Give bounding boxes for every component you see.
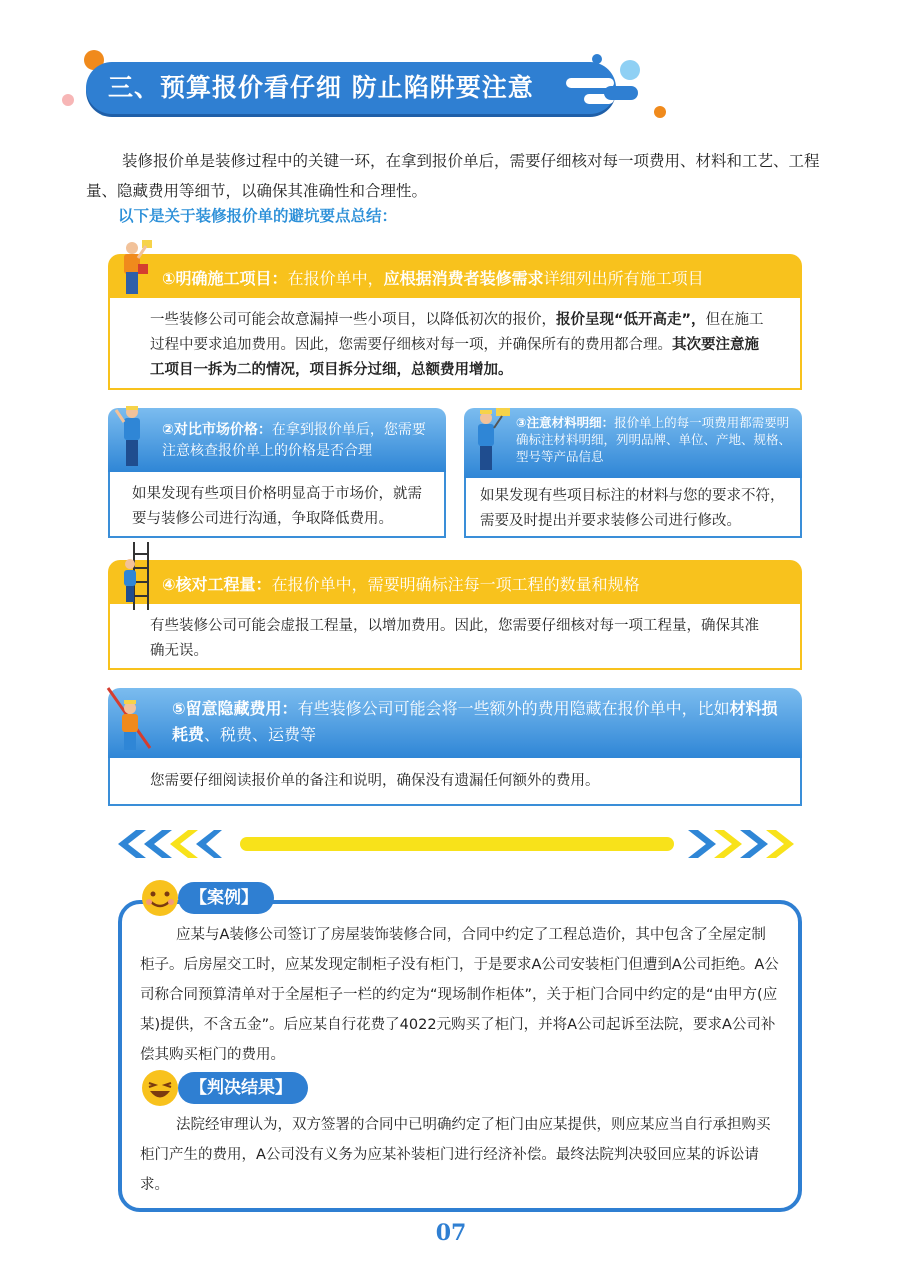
painter-worker-icon [112, 238, 156, 302]
item-2-body [108, 472, 446, 538]
painter-roller-icon [466, 404, 514, 474]
item-5-head-bold: 材料损耗费 [172, 699, 778, 744]
decor-dot [62, 94, 74, 106]
item-2-body-text: 如果发现有些项目价格明显高于市场价，就需要与装修公司进行沟通，争取降低费用。 [132, 486, 422, 527]
case-tag: 【案例】 [178, 882, 274, 914]
item-4-body [108, 604, 802, 670]
decor-dot [654, 106, 666, 118]
item-1-body-bold2: 其次要注意施工项目一拆为二的情况，项目拆分过细，总额费用增加。 [150, 337, 759, 378]
decor-dot [592, 54, 602, 64]
item-5-body [108, 758, 802, 806]
item-1-body [108, 298, 802, 390]
item-5-title: ⑤留意隐藏费用： [172, 699, 298, 718]
verdict-text: 法院经审理认为，双方签署的合同中已明确约定了柜门由应某提供，则应某应当自行承担购买柜门产生的费用，A公司没有义务为应某补装柜门进行经济补偿。最终法院判决驳回应某的诉讼请求。 [140, 1117, 771, 1193]
divider-bar [240, 837, 674, 851]
item-1-head-text: 在报价单中， [287, 269, 384, 288]
item-1-body-text: 一些装修公司可能会故意漏掉一些小项目，以降低初次的报价， [150, 312, 556, 328]
item-1-body-bold: 报价呈现“低开高走”， [556, 312, 706, 328]
item-5-head-text2: 、税费、运费等 [204, 725, 317, 744]
verdict-tag: 【判决结果】 [178, 1072, 308, 1104]
worker-icon [112, 400, 156, 472]
item-2-head-text: 在拿到报价单后，您需要注意核查报价单上的价格是否合理 [162, 422, 426, 459]
case-text: 应某与A装修公司签订了房屋装饰装修合同，合同中约定了工程总造价，其中包含了全屋定制柜子。后房屋交工时，应某发现定制柜子没有柜门，于是要求A公司安装柜门但遭到A公司拒绝。A公司称合同预算清单对于全屋柜子一栏的约定为“现场制作柜体”，关于柜门合同中约定的是“由甲方(应某)提供，不含五金”。后应某自行花费了4022元购买了柜门，并将A公司起诉至法院，要求A公司补偿其购买柜门的费用。 [140, 927, 779, 1063]
item-3-body [464, 478, 802, 538]
page-number: 07 [435, 1220, 467, 1246]
item-5-head-text: 有些装修公司可能会将一些额外的费用隐藏在报价单中，比如 [297, 699, 730, 718]
item-4-header [108, 560, 802, 604]
intro-paragraph: 装修报价单是装修过程中的关键一环，在拿到报价单后，需要仔细核对每一项费用、材料和工艺、工程量、隐藏费用等细节，以确保其准确性和合理性。 [86, 152, 820, 200]
item-2-header [108, 408, 446, 472]
item-4-title: ④核对工程量： [162, 575, 272, 594]
item-3-body-text: 如果发现有些项目标注的材料与您的要求不符，需要及时提出并要求装修公司进行修改。 [480, 488, 785, 529]
decor-pill [604, 86, 638, 100]
item-5-header [108, 688, 802, 758]
smile-emoji-icon [140, 878, 180, 918]
item-2-title: ②对比市场价格： [162, 422, 272, 438]
item-3-header [464, 408, 802, 478]
item-3-title: ③注意材料明细： [516, 415, 615, 430]
item-3-head-text: 报价单上的每一项费用都需要明确标注材料明细，列明品牌、单位、产地、规格、型号等产品信息 [516, 415, 792, 464]
laugh-emoji-icon [140, 1068, 180, 1108]
item-4-head-text: 在报价单中，需要明确标注每一项工程的数量和规格 [271, 575, 640, 594]
broom-worker-icon [104, 682, 156, 756]
item-5-body-text: 您需要仔细阅读报价单的备注和说明，确保没有遗漏任何额外的费用。 [150, 773, 600, 789]
item-1-header [108, 254, 802, 298]
divider-left-arrows [110, 828, 222, 860]
divider-right-arrows [688, 828, 800, 860]
item-1-head-text2: 详细列出所有施工项目 [543, 269, 704, 288]
item-1-body-text2: 但在施工过程中要求追加费用。因此，您需要仔细核对每一项，并确保所有的费用都合理。 [150, 312, 764, 353]
section-title: 三、预算报价看仔细 防止陷阱要注意 [108, 73, 534, 102]
item-1-title: ①明确施工项目： [162, 269, 288, 288]
ladder-worker-icon [106, 540, 152, 612]
decor-dot [620, 60, 640, 80]
intro-subheading: 以下是关于装修报价单的避坑要点总结： [118, 207, 398, 225]
item-1-head-bold: 应根据消费者装修需求 [383, 269, 544, 288]
item-4-body-text: 有些装修公司可能会虚报工程量，以增加费用。因此，您需要仔细核对每一项工程量，确保其准确无误。 [150, 618, 759, 659]
